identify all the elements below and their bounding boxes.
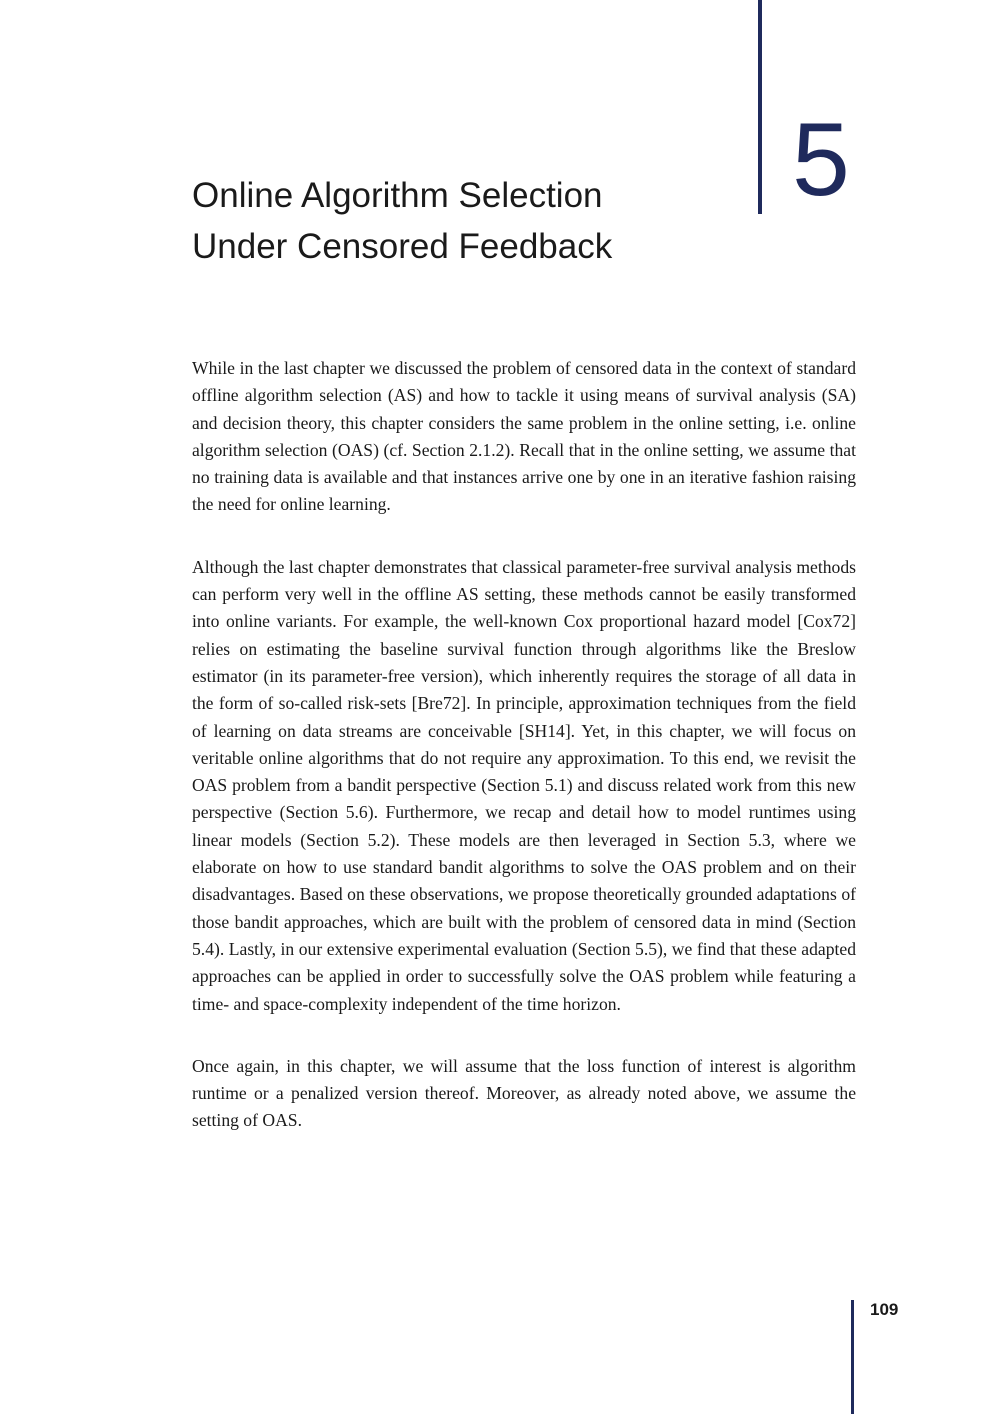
chapter-title-line-2: Under Censored Feedback: [192, 227, 613, 266]
page-number-rule: [851, 1300, 854, 1414]
page-number: 109: [870, 1300, 899, 1319]
body-paragraph-3: Once again, in this chapter, we will assume that the loss function of interest is algorithm runtime or a penalized version thereof. Moreover, as already noted above, we assume the setting of OAS.: [192, 1055, 856, 1131]
body-paragraph-2: Although the last chapter demonstrates that classical parameter-free survival analysis methods can perform very well in the offline AS setting, these methods cannot be easily transformed into online variants. For example, the well-known Cox proportional hazard model [Cox72] relies on estimating the baseline survival function through algorithms like the Breslow estimator (in its parameter-free version), which inherently requires the storage of all data in the form of so-called risk-sets [Bre72]. In principle, approximation techniques from the field of learning on data streams are conceivable [SH14]. Yet, in this chapter, we will focus on veritable online algorithms that do not require any approximation. To this end, we revisit the OAS problem from a bandit perspective (Section 5.1) and discuss related work from this new perspective (Section 5.6). Furthermore, we recap and detail how to model runtimes using linear models (Section 5.2). These models are then leveraged in Section 5.3, where we elaborate on how to use standard bandit algorithms to solve the OAS problem and on their disadvantages. Based on these observations, we propose theoretically grounded adaptations of those bandit approaches, which are built with the problem of censored data in mind (Section 5.4). Lastly, in our extensive experimental evaluation (Section 5.5), we find that these adapted approaches can be applied in order to successfully solve the OAS problem while featuring a time- and space-complexity independent of the time horizon.: [192, 556, 856, 1014]
chapter-title-line-1: Online Algorithm Selection: [192, 176, 603, 215]
chapter-body: [192, 355, 856, 1170]
body-paragraph-1: While in the last chapter we discussed the problem of censored data in the context of standard offline algorithm selection (AS) and how to tackle it using means of survival analysis (SA) and decision theory, this chapter considers the same problem in the online setting, i.e. online algorithm selection (OAS) (cf. Section 2.1.2). Recall that in the online setting, we assume that no training data is available and that instances arrive one by one in an iterative fashion raising the need for online learning.: [192, 358, 856, 515]
chapter-number: 5: [792, 102, 850, 218]
chapter-marker-rule: [758, 0, 762, 214]
chapter-title: [192, 170, 732, 272]
